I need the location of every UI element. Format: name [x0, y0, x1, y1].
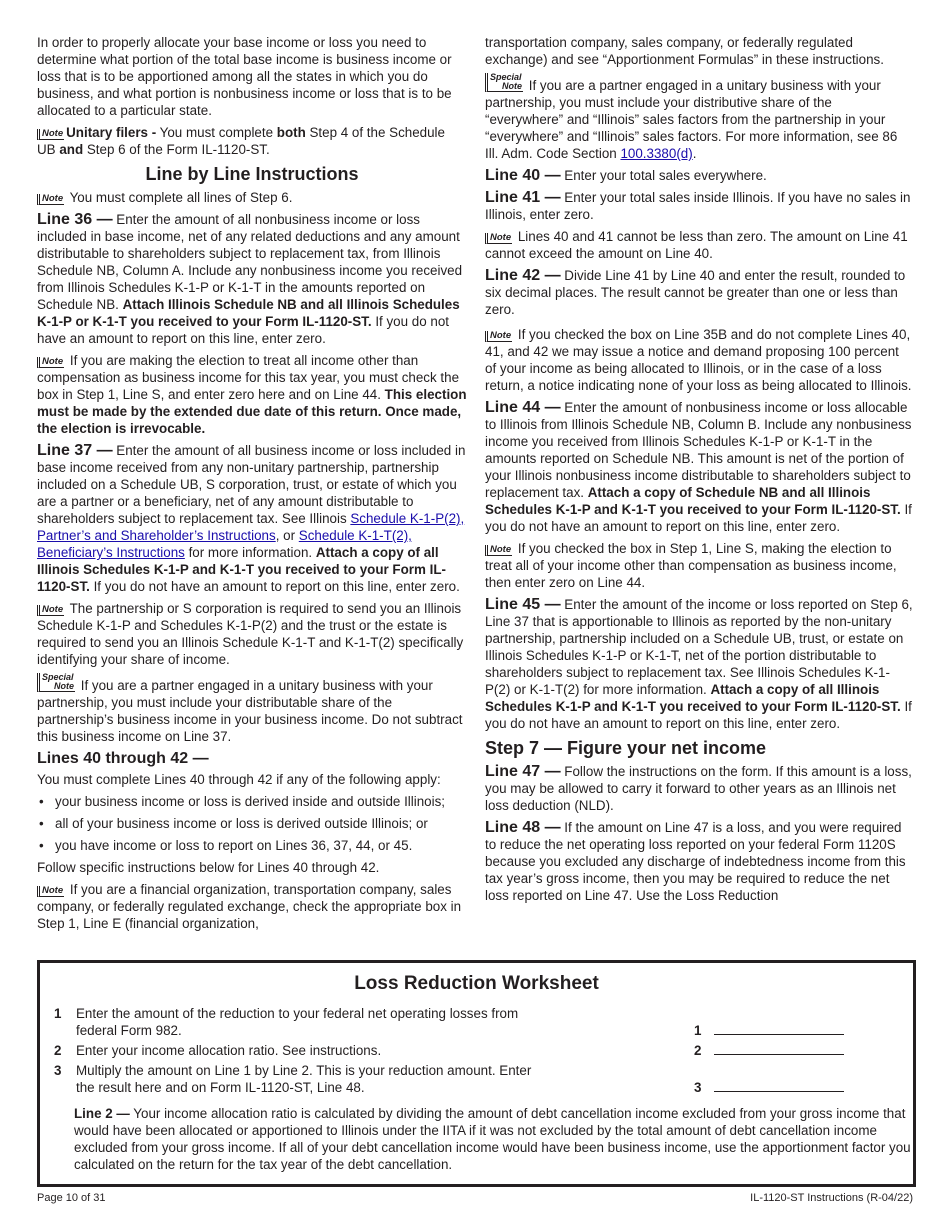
note-icon: Note — [37, 194, 64, 205]
note-icon: Note — [485, 233, 512, 244]
note-icon: Note — [485, 331, 512, 342]
line-41-paragraph: Line 41 — Enter your total sales inside Illinois. If you have no sales in Illinois, enter zero. — [485, 189, 911, 222]
financial-org-note: Note If you are a financial organization, transportation company, sales company, or federally regulated exchange, check the appropriate box in Step 1, Line E (financial organization, — [37, 882, 462, 931]
special-note-icon: Special Note — [37, 673, 75, 692]
special-note-sales: Special Note If you are a partner engaged in a unitary business with your partnership, you must include your distributive share of the “everywhere” and “Illinois” sales factors from the partnership in your “everywhere” and “Illinois” sales factors. For more information, see 86 Ill. Adm. Code Section 100.3380(d). — [485, 72, 898, 161]
schedule-k1t2-link[interactable]: Schedule K-1-T(2), Beneficiary’s Instructions — [37, 528, 412, 560]
loss-reduction-worksheet: Loss Reduction Worksheet 1 Enter the amount of the reduction to your federal net operating losses from federal Form 982. 1 2 Enter your income allocation ratio. See instructions. 2 3 Multiply the amount on Line 1 by Line 2. This is your reduction amount. Enter the result here and on Form IL-1120-ST, Line 48. 3 Line 2 — Your income allocation ratio is calculated by dividing the amount of debt cancellation income excluded from your gross income that would have been allocated or apportioned to Illinois under the IITA if it was not excluded by the total amount of debt cancellation income excluded from your gross income. If all of your debt cancellation income would have been business income, use the apportionment factor you calculated on the return for the tax year of the debt cancellation. — [37, 960, 916, 1187]
line-1-input[interactable] — [714, 1020, 844, 1035]
line-2-explanation: Line 2 — Your income allocation ratio is calculated by dividing the amount of debt cancellation income excluded from your gross income that would have been allocated or apportioned to Illinois under the IITA if it was not excluded by the total amount of debt cancellation income excluded from your gross income. If all of your debt cancellation income would have been business income, use the apportionment factor you calculated on the return for the tax year of the debt cancellation. — [74, 1106, 911, 1172]
line-37-paragraph: Line 37 — Enter the amount of all business income or loss included in base income received from any non-unitary partnership, partnership included on a Schedule UB, S corporation, trust, or estate of which you are a partner or a beneficiary, net of any amount distributable to shareholders subject to replacement tax. See Illinois Schedule K-1-P(2), Partner’s and Shareholder’s Instructions, or Schedule K-1-T(2), Beneficiary’s Instructions for more information. Attach a copy of all Illinois Schedules K-1-P and K-1-T you received to your Form IL-1120-ST. If you do not have an amount to report on this line, enter zero. — [37, 442, 466, 594]
worksheet-title: Loss Reduction Worksheet — [354, 973, 599, 994]
schedule-k1p2-link[interactable]: Schedule K-1-P(2), Partner’s and Shareholder’s Instructions — [37, 511, 465, 543]
lines-40-42-intro: You must complete Lines 40 through 42 if any of the following apply: — [37, 772, 441, 787]
step-7-heading: Step 7 — Figure your net income — [485, 738, 767, 758]
list-item: • you have income or loss to report on Lines 36, 37, 44, or 45. — [37, 837, 467, 854]
special-note-icon: Special Note — [485, 73, 523, 92]
section-heading: Line by Line Instructions — [145, 164, 359, 184]
page-number: Page 10 of 31 — [37, 1192, 106, 1204]
line-s-note: Note If you checked the box in Step 1, Line S, making the election to treat all of your income other than compensation as business income, then enter zero on Line 44. — [485, 541, 897, 590]
line-2-input[interactable] — [714, 1040, 844, 1055]
all-lines-note: Note You must complete all lines of Step 6. — [37, 189, 467, 206]
lines-40-42-heading: Lines 40 through 42 — — [37, 750, 209, 767]
note-icon: Note — [485, 545, 512, 556]
line-3-input[interactable] — [714, 1077, 844, 1092]
partnership-note: Note The partnership or S corporation is required to send you an Illinois Schedule K-1-P and Schedules K-1-P(2) and the trust or the estate is required to send you an Illinois Schedule K-1-T and K-1-T(2) specifically identifying your share of income. — [37, 601, 464, 667]
line-44-paragraph: Line 44 — Enter the amount of nonbusiness income or loss allocable to Illinois from Illinois Schedule NB, Column B. Include any nonbusiness income you received from Illinois Schedules K-1-P or K-1-T in the amounts reported on Schedule NB. This amount is net of the portion of your Illinois nonbusiness income distributable to shareholders subject to replacement tax. Attach a copy of Schedule NB and all Illinois Schedules K-1-P and K-1-T you received to your Form IL-1120-ST. If you do not have an amount to report on this line, enter zero. — [485, 399, 912, 534]
form-revision: IL-1120-ST Instructions (R-04/22) — [750, 1192, 913, 1204]
financial-org-continued: transportation company, sales company, or federally regulated exchange) and see “Apportionment Formulas” in these instructions. — [485, 35, 884, 67]
note-icon: Note — [37, 129, 64, 140]
intro-paragraph: In order to properly allocate your base income or loss you need to determine what portion of the total base income is business income or loss that is to be apportioned among all the states in which you do business, and what portion is nonbusiness income or loss that is to be allocated to a particular state. — [37, 35, 452, 118]
list-item: • all of your business income or loss is derived outside Illinois; or — [37, 815, 467, 832]
admin-code-link[interactable]: 100.3380(d) — [620, 146, 693, 161]
special-note-unitary: Special Note If you are a partner engaged in a unitary business with your partnership, you must include your distributable share of the partnership’s business income in your business income. Do not subtract this business income on Line 37. — [37, 672, 463, 744]
list-item: • your business income or loss is derived inside and outside Illinois; — [37, 793, 467, 810]
unitary-note: Note Unitary filers - You must complete both Step 4 of the Schedule UB and Step 6 of the Form IL-1120-ST. — [37, 125, 445, 157]
note-icon: Note — [37, 605, 64, 616]
apply-list — [37, 793, 467, 854]
line-42-paragraph: Line 42 — Divide Line 41 by Line 40 and enter the result, rounded to six decimal places. The result cannot be greater than one or less than zero. — [485, 267, 906, 317]
right-column — [485, 34, 913, 909]
left-column — [37, 34, 467, 937]
follow-instructions: Follow specific instructions below for Lines 40 through 42. — [37, 860, 380, 875]
line-48-paragraph: Line 48 — If the amount on Line 47 is a loss, and you were required to reduce the net operating loss reported on your federal Form 1120S because you excluded any discharge of indebtedness income from this tax year’s gross income, then you may be required to reduce the net loss reported on Line 47. Use the Loss Reduction — [485, 819, 906, 903]
election-note: Note If you are making the election to treat all income other than compensation as business income for this tax year, you must check the box in Step 1, Line S, and enter zero here and on Line 44. This election must be made by the extended due date of this return. Once made, the election is irrevocable. — [37, 353, 467, 436]
line-41-note: Note Lines 40 and 41 cannot be less than zero. The amount on Line 41 cannot exceed the amount on Line 40. — [485, 229, 908, 261]
note-icon: Note — [37, 357, 64, 368]
line-40-paragraph: Line 40 — Enter your total sales everywhere. — [485, 167, 767, 184]
line-45-paragraph: Line 45 — Enter the amount of the income or loss reported on Step 6, Line 37 that is apportionable to Illinois as reported by the non-unitary partnership, partnership included on a Schedule UB, trust, or estate on Illinois Schedules K-1-P or K-1-T, net of the portion distributable to shareholders subject to replacement tax. See Illinois Schedules K-1-P(2) or K-1-T(2) for more information. Attach a copy of all Illinois Schedules K-1-P and K-1-T you received to your Form IL-1120-ST. If you do not have an amount to report on this line, enter zero. — [485, 596, 913, 731]
line-36-paragraph: Line 36 — Enter the amount of all nonbusiness income or loss included in base income, net of any related deductions and any amount distributable to shareholders subject to replacement tax, from Illinois Schedule NB, Column A. Include any nonbusiness income you received from Illinois Schedules K-1-P or K-1-T in the amounts reported on Schedule NB. Attach Illinois Schedule NB and all Illinois Schedules K-1-P or K-1-T you received to your Form IL-1120-ST. If you do not have an amount to report on this line, enter zero. — [37, 211, 463, 346]
line-35b-note: Note If you checked the box on Line 35B and do not complete Lines 40, 41, and 42 we may issue a notice and demand proposing 100 percent of your income as being allocated to Illinois, or in the case of a loss return, a notice indicating none of your loss as being allocated to Illinois. — [485, 327, 912, 393]
line-47-paragraph: Line 47 — Follow the instructions on the form. If this amount is a loss, you may be allowed to carry it forward to other years as an Illinois net loss deduction (NLD). — [485, 763, 912, 813]
note-icon: Note — [37, 886, 64, 897]
